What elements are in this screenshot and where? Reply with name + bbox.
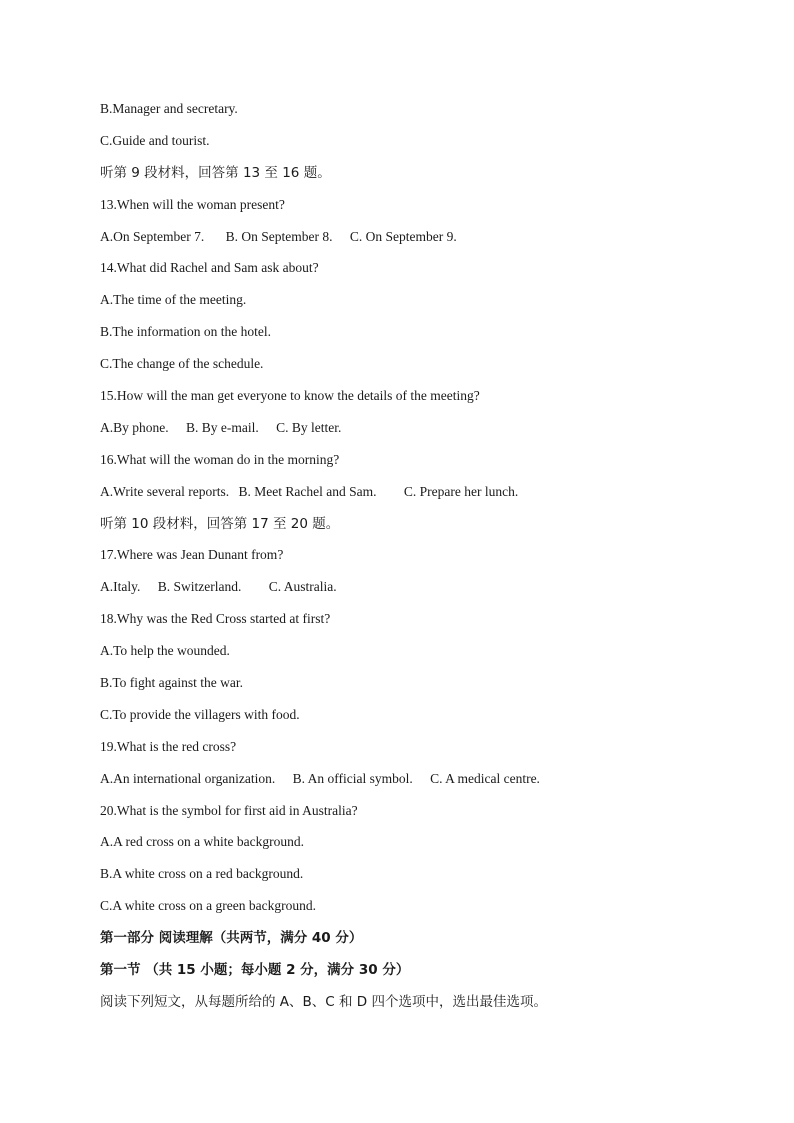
answer-option: C.A white cross on a green background. — [100, 898, 316, 914]
option-c: C. A medical centre. — [430, 770, 540, 786]
option-b: B. Switzerland. — [157, 579, 242, 595]
option-a: A.An international organization. — [100, 770, 276, 786]
option-b: B. Meet Rachel and Sam. — [238, 483, 377, 499]
answer-option: A.The time of the meeting. — [100, 292, 247, 308]
option-c: C. Australia. — [268, 579, 337, 595]
question-16: 16.What will the woman do in the morning? — [100, 451, 340, 467]
question-16-options — [100, 480, 720, 512]
answer-option: C.Guide and tourist. — [100, 132, 210, 148]
part-heading: 第一部分 阅读理解（共两节，满分 40 分） — [100, 930, 363, 947]
section-heading: 第一节 （共 15 小题；每小题 2 分，满分 30 分） — [100, 962, 410, 979]
answer-option: C.The change of the schedule. — [100, 356, 264, 372]
question-13: 13.When will the woman present? — [100, 196, 285, 212]
option-b: B. An official symbol. — [292, 770, 413, 786]
answer-option: B.The information on the hotel. — [100, 324, 271, 340]
question-15-options — [100, 416, 720, 448]
question-17: 17.Where was Jean Dunant from? — [100, 547, 284, 563]
answer-option: C.To provide the villagers with food. — [100, 706, 300, 722]
question-19: 19.What is the red cross? — [100, 738, 237, 754]
question-17-options — [100, 575, 720, 607]
question-14: 14.What did Rachel and Sam ask about? — [100, 260, 319, 276]
section-instruction: 阅读下列短文，从每题所给的 A、B、C 和 D 四个选项中，选出最佳选项。 — [100, 993, 547, 1010]
answer-option: B.A white cross on a red background. — [100, 866, 304, 882]
answer-option: B.To fight against the war. — [100, 675, 244, 691]
option-b: B. By e-mail. — [186, 419, 259, 435]
option-c: C. On September 9. — [349, 228, 457, 244]
section-instruction: 听第 10 段材料，回答第 17 至 20 题。 — [100, 515, 340, 532]
option-a: A.Write several reports. — [100, 483, 230, 499]
question-18: 18.Why was the Red Cross started at first? — [100, 611, 331, 627]
option-a: A.On September 7. — [100, 228, 205, 244]
exam-page — [100, 97, 720, 1022]
question-20: 20.What is the symbol for first aid in Australia? — [100, 802, 358, 818]
question-19-options — [100, 767, 720, 799]
answer-option: A.To help the wounded. — [100, 643, 230, 659]
answer-option: A.A red cross on a white background. — [100, 834, 304, 850]
option-c: C. Prepare her lunch. — [403, 483, 519, 499]
option-a: A.Italy. — [100, 579, 141, 595]
option-b: B. On September 8. — [225, 228, 333, 244]
question-13-options — [100, 225, 720, 257]
question-15: 15.How will the man get everyone to know the details of the meeting? — [100, 388, 480, 404]
answer-option: B.Manager and secretary. — [100, 101, 238, 116]
option-a: A.By phone. — [100, 419, 169, 435]
section-instruction: 听第 9 段材料，回答第 13 至 16 题。 — [100, 164, 331, 181]
option-c: C. By letter. — [276, 419, 342, 435]
